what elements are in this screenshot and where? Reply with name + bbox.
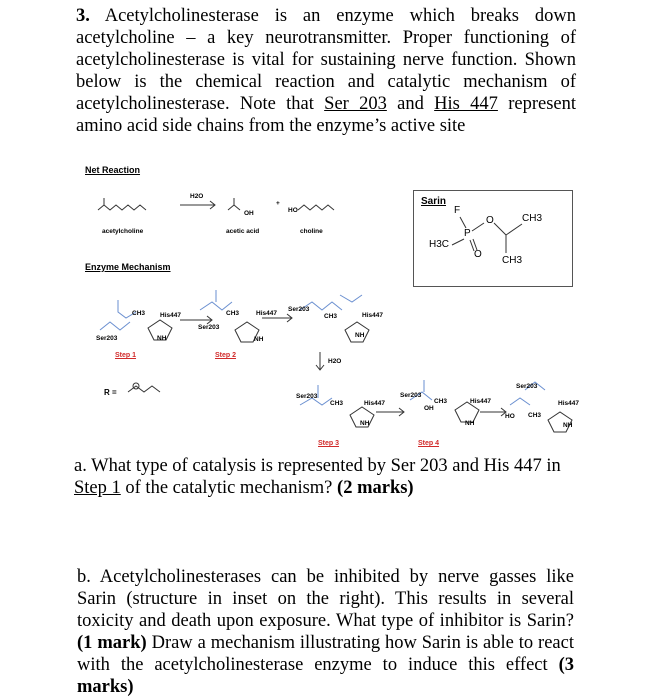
intro-text-c: represent amino acid side chains from the enzyme’s active site [76,94,576,136]
oh-label-5: OH [424,405,434,412]
question-b-mark3: (3 marks) [77,655,574,697]
sarin-ch3-top: CH3 [522,213,543,224]
his447-label-6: His447 [558,400,579,407]
his447-label-4: His447 [364,400,385,407]
water-label-2: H2O [328,358,342,365]
net-reaction-heading: Net Reaction [85,165,141,175]
choline-ho-label: HO [288,207,298,214]
ser203-label-3: Ser203 [288,306,310,313]
sarin-inset [413,190,573,287]
water-label: H2O [190,193,204,200]
ch3-label-5: CH3 [434,398,448,405]
question-b-text-a: b. Acetylcholinesterases can be inhibited by nerve gasses like Sarin (structure in inset on the right). This results in several toxicity and death upon exposure. What type of inhibitor is Sarin? [77,567,574,631]
question-b-mark1: (1 mark) [77,633,147,653]
question-a-prefix: a. What type of catalysis is represented by Ser 203 and His 447 in [74,456,561,476]
step-1-label: Step 1 [115,352,137,359]
ser203-label-1: Ser203 [96,335,118,342]
ch3-label-3: CH3 [324,313,338,320]
nh-label-1: NH [157,335,167,342]
acetic-acid-structure [228,205,240,210]
ch3-label-2: CH3 [226,310,240,317]
his447-label-3: His447 [362,312,383,319]
nh-label-2: NH [254,336,264,343]
nh-label-4: NH [360,420,370,427]
question-a-mid: of the catalytic mechanism? [120,478,338,498]
plus-sign: + [276,200,280,207]
intro-text-a: Acetylcholinesterase is an enzyme which breaks down acetylcholine – a key neurotransmitter. Proper functioning of acetylcholinesterase is vital for sustaining nerve function. Shown below is the chemical reaction and catalytic mechanism of acetylcholinesterase. Note that [76,6,576,114]
ch3-label-6: CH3 [528,412,542,419]
ser203-label-6: Ser203 [516,383,538,390]
step-2-label: Step 2 [215,352,237,359]
sarin-phosphorus: P [464,228,471,239]
intro-paragraph [76,5,576,137]
sarin-double-oxygen: O [474,249,482,260]
question-b-text-b: Draw a mechanism illustrating how Sarin is able to react with the acetylcholinesterase enzyme to induce this effect [77,633,574,675]
ch3-label-4: CH3 [330,400,344,407]
choline-label: choline [300,228,323,235]
ser203-label-5: Ser203 [400,392,422,399]
his447-label-5: His447 [470,398,491,405]
r-definition-label: R = [104,388,117,397]
acetic-acid-oh-label: OH [244,210,254,217]
nh-label-3: NH [355,332,365,339]
enzyme-mechanism-heading: Enzyme Mechanism [85,262,171,272]
sarin-ch3-bottom: CH3 [502,255,523,266]
sarin-title: Sarin [421,196,447,207]
r-group-structure [128,386,160,392]
acetylcholine-structure [98,205,146,210]
question-b [77,566,574,698]
question-a [74,455,584,499]
ser203-ref: Ser 203 [324,94,387,114]
his447-label-2: His447 [256,310,277,317]
ser203-label-2: Ser203 [198,324,220,331]
intro-text-b: and [386,94,435,114]
choline-structure [298,205,334,210]
ser203-label-4: Ser203 [296,393,318,400]
question-number: 3. [76,6,90,26]
question-a-step-ref: Step 1 [74,478,121,498]
step-4-label: Step 4 [418,440,440,447]
sarin-ether-oxygen: O [486,215,494,226]
question-a-marks: (2 marks) [337,478,414,498]
sarin-fluorine: F [454,205,461,216]
his447-label-1: His447 [160,312,181,319]
nh-label-6: NH [563,422,573,429]
acetic-acid-label: acetic acid [226,228,260,235]
his447-ref: His 447 [434,94,498,114]
nh-label-5: NH [465,420,475,427]
step-3-label: Step 3 [318,440,340,447]
ho-label-6: HO [505,413,515,420]
sarin-h3c: H3C [429,239,450,250]
ch3-label-1: CH3 [132,310,146,317]
acetylcholine-label: acetylcholine [102,228,144,235]
